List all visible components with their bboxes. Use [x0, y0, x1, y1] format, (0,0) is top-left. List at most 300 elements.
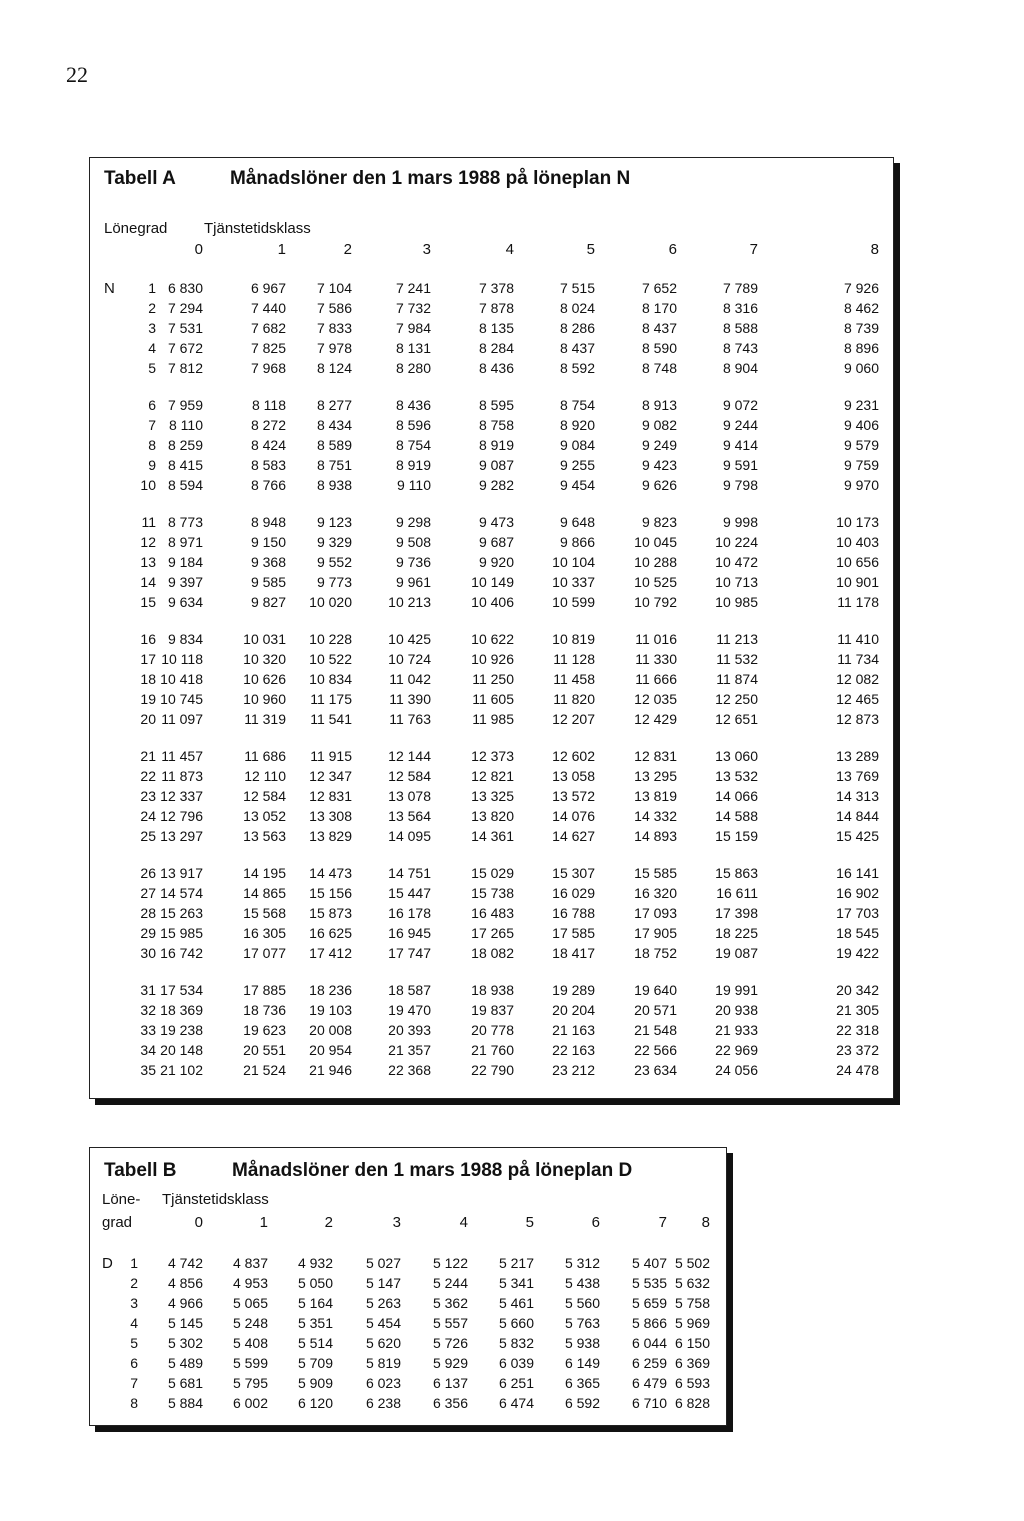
- table-a-grade: 25: [140, 828, 156, 844]
- table-a-cell: 17 265: [471, 925, 514, 941]
- table-a-cell: 20 954: [309, 1042, 352, 1058]
- table-a-grade: 8: [148, 437, 156, 453]
- table-a-cell: 10 020: [309, 594, 352, 610]
- table-b-cell: 5 599: [232, 1355, 268, 1371]
- table-a-cell: 10 901: [836, 574, 879, 590]
- table-a-cell: 15 029: [471, 865, 514, 881]
- table-a-cell: 13 572: [552, 788, 595, 804]
- table-b-grade: 2: [130, 1275, 138, 1291]
- table-b-cell: 5 969: [674, 1315, 710, 1331]
- table-a-cell: 10 320: [243, 651, 286, 667]
- table-a-cell: 16 483: [471, 905, 514, 921]
- table-a-cell: 7 586: [316, 300, 352, 316]
- table-a-cell: 22 318: [836, 1022, 879, 1038]
- table-b-cell: 4 932: [297, 1255, 333, 1271]
- table-a-cell: 10 819: [552, 631, 595, 647]
- table-a-cell: 7 672: [167, 340, 203, 356]
- table-a-grade: 14: [140, 574, 156, 590]
- table-a-cell: 13 058: [552, 768, 595, 784]
- table-a-cell: 7 878: [478, 300, 514, 316]
- table-a-grade: 12: [140, 534, 156, 550]
- table-a-col-2: 2: [343, 241, 352, 258]
- table-a-col-1: 1: [277, 241, 286, 258]
- table-a-cell: 8 583: [250, 457, 286, 473]
- table-a-cell: 9 920: [478, 554, 514, 570]
- table-a-cell: 10 926: [471, 651, 514, 667]
- table-a-cell: 16 141: [836, 865, 879, 881]
- table-b-cell: 5 535: [631, 1275, 667, 1291]
- table-b-cell: 6 710: [631, 1395, 667, 1411]
- table-a-cell: 7 531: [167, 320, 203, 336]
- table-a-grade: 21: [140, 748, 156, 764]
- table-a-cell: 20 148: [160, 1042, 203, 1058]
- table-a-title: Månadslöner den 1 mars 1988 på löneplan N: [230, 168, 631, 189]
- table-a-cell: 14 588: [715, 808, 758, 824]
- table-a-cell: 16 305: [243, 925, 286, 941]
- table-a-cell: 9 397: [167, 574, 203, 590]
- table-a-cell: 8 739: [843, 320, 879, 336]
- table-a-cell: 23 212: [552, 1062, 595, 1078]
- table-a-cell: 8 904: [722, 360, 758, 376]
- table-a-cell: 19 837: [471, 1002, 514, 1018]
- table-a-cell: 8 135: [478, 320, 514, 336]
- table-a-grade: 19: [140, 691, 156, 707]
- table-a-cell: 16 611: [716, 885, 758, 901]
- table-a-cell: 9 255: [559, 457, 595, 473]
- table-a-cell: 10 045: [634, 534, 677, 550]
- table-a-cell: 19 238: [160, 1022, 203, 1038]
- table-b-cell: 5 514: [297, 1335, 333, 1351]
- table-a-cell: 11 458: [553, 671, 595, 687]
- table-b-cell: 5 244: [432, 1275, 468, 1291]
- table-a-cell: 19 470: [388, 1002, 431, 1018]
- table-b-cell: 5 065: [232, 1295, 268, 1311]
- table-a-cell: 10 118: [161, 651, 203, 667]
- table-b-cell: 5 763: [564, 1315, 600, 1331]
- table-a-cell: 21 102: [160, 1062, 203, 1078]
- table-a-cell: 9 585: [250, 574, 286, 590]
- table-b-col-5: 5: [525, 1214, 534, 1231]
- table-a-cell: 13 325: [471, 788, 514, 804]
- table-a-cell: 13 819: [634, 788, 677, 804]
- table-a-cell: 9 827: [250, 594, 286, 610]
- table-a-cell: 12 821: [471, 768, 514, 784]
- table-a-cell: 20 204: [552, 1002, 595, 1018]
- table-b-cell: 6 149: [564, 1355, 600, 1371]
- table-a-cell: 8 896: [843, 340, 879, 356]
- table-a-cell: 15 985: [160, 925, 203, 941]
- table-b-cell: 5 050: [297, 1275, 333, 1291]
- table-b-cell: 6 593: [674, 1375, 710, 1391]
- table-a-cell: 11 763: [389, 711, 431, 727]
- table-a-cell: 8 124: [316, 360, 352, 376]
- table-b-cell: 5 145: [167, 1315, 203, 1331]
- table-a-cell: 16 902: [836, 885, 879, 901]
- table-b-row-header-line2: grad: [102, 1214, 133, 1231]
- table-a-cell: 9 759: [843, 457, 879, 473]
- table-a-cell: 11 734: [837, 651, 879, 667]
- table-a-grade: 23: [140, 788, 156, 804]
- table-a-grade: 16: [140, 631, 156, 647]
- table-a-cell: 20 571: [634, 1002, 677, 1018]
- table-a-cell: 10 960: [243, 691, 286, 707]
- table-a-cell: 7 825: [250, 340, 286, 356]
- table-a-cell: 21 305: [836, 1002, 879, 1018]
- table-a-cell: 10 525: [634, 574, 677, 590]
- table-a-cell: 13 078: [388, 788, 431, 804]
- table-a-prefix: N: [104, 280, 115, 297]
- table-b-cell: 6 828: [674, 1395, 710, 1411]
- table-a-cell: 20 008: [309, 1022, 352, 1038]
- table-a-grade: 2: [148, 300, 156, 316]
- table-a-cell: 20 393: [388, 1022, 431, 1038]
- table-a-cell: 11 128: [553, 651, 595, 667]
- table-a-cell: 22 790: [471, 1062, 514, 1078]
- table-a-cell: 19 422: [836, 945, 879, 961]
- table-a-cell: 10 288: [634, 554, 677, 570]
- table-b-cell: 6 150: [674, 1335, 710, 1351]
- table-a-cell: 7 378: [478, 280, 514, 296]
- table-a-cell: 16 625: [309, 925, 352, 941]
- table-a-cell: 8 773: [167, 514, 203, 530]
- table-a-grade: 28: [140, 905, 156, 921]
- table-a-cell: 13 532: [715, 768, 758, 784]
- table-a-cell: 9 687: [478, 534, 514, 550]
- table-a-cell: 13 289: [836, 748, 879, 764]
- table-a-col-5: 5: [586, 241, 595, 258]
- table-a-cell: 7 968: [250, 360, 286, 376]
- table-a-cell: 11 319: [244, 711, 286, 727]
- table-a-cell: 11 873: [161, 768, 203, 784]
- table-a-cell: 9 282: [478, 477, 514, 493]
- table-a-cell: 12 584: [388, 768, 431, 784]
- table-b-col-header: Tjänstetidsklass: [162, 1191, 269, 1208]
- table-b-cell: 4 856: [167, 1275, 203, 1291]
- table-a-cell: 9 423: [641, 457, 677, 473]
- table-a-cell: 21 933: [715, 1022, 758, 1038]
- table-a-grade: 7: [148, 417, 156, 433]
- table-a-cell: 8 316: [722, 300, 758, 316]
- table-b-cell: 5 681: [167, 1375, 203, 1391]
- table-a-cell: 10 337: [552, 574, 595, 590]
- table-a-cell: 12 337: [160, 788, 203, 804]
- table-a-cell: 9 634: [167, 594, 203, 610]
- table-a-cell: 11 820: [553, 691, 595, 707]
- table-a-cell: 13 295: [634, 768, 677, 784]
- table-a-cell: 18 369: [160, 1002, 203, 1018]
- table-a-cell: 14 313: [836, 788, 879, 804]
- table-a-cell: 11 042: [389, 671, 431, 687]
- table-a-grade: 9: [148, 457, 156, 473]
- table-a-cell: 16 945: [388, 925, 431, 941]
- table-a-cell: 9 823: [641, 514, 677, 530]
- table-a-cell: 9 798: [722, 477, 758, 493]
- table-a-cell: 22 368: [388, 1062, 431, 1078]
- table-b-cell: 5 660: [498, 1315, 534, 1331]
- table-b-col-0: 0: [194, 1214, 203, 1231]
- table-a-cell: 8 919: [478, 437, 514, 453]
- table-a-cell: 9 454: [559, 477, 595, 493]
- table-a-cell: 8 284: [478, 340, 514, 356]
- table-a-cell: 12 110: [244, 768, 286, 784]
- table-a-cell: 11 250: [472, 671, 514, 687]
- table-a-cell: 23 634: [634, 1062, 677, 1078]
- table-a-cell: 11 410: [837, 631, 879, 647]
- table-a-grade: 17: [140, 651, 156, 667]
- table-b-cell: 4 953: [232, 1275, 268, 1291]
- table-b-cell: 4 966: [167, 1295, 203, 1311]
- table-a-col-7: 7: [749, 241, 758, 258]
- table-b-cell: 6 120: [297, 1395, 333, 1411]
- table-a-cell: 10 522: [309, 651, 352, 667]
- table-b-cell: 5 560: [564, 1295, 600, 1311]
- table-a-cell: 8 758: [478, 417, 514, 433]
- table-a-cell: 14 066: [715, 788, 758, 804]
- table-a-cell: 9 087: [478, 457, 514, 473]
- table-a-cell: 9 473: [478, 514, 514, 530]
- table-a-grade: 30: [140, 945, 156, 961]
- table-a-cell: 9 414: [722, 437, 758, 453]
- table-b-row-header-line1: Löne-: [102, 1191, 141, 1208]
- table-a-cell: 7 294: [167, 300, 203, 316]
- table-a-cell: 8 595: [478, 397, 514, 413]
- table-b-title-row: [104, 1160, 632, 1182]
- table-a-cell: 15 447: [388, 885, 431, 901]
- table-b-cell: 5 302: [167, 1335, 203, 1351]
- table-b-col-2: 2: [324, 1214, 333, 1231]
- table-a-cell: 14 095: [388, 828, 431, 844]
- table-a-cell: 17 585: [552, 925, 595, 941]
- table-b-cell: 6 023: [365, 1375, 401, 1391]
- table-a-cell: 8 462: [843, 300, 879, 316]
- table-a-cell: 12 250: [715, 691, 758, 707]
- table-a-cell: 12 429: [634, 711, 677, 727]
- table-a-cell: 8 118: [252, 397, 286, 413]
- table-a-cell: 9 298: [395, 514, 431, 530]
- table-a-cell: 15 263: [160, 905, 203, 921]
- table-a-cell: 9 508: [395, 534, 431, 550]
- table-b-cell: 6 592: [564, 1395, 600, 1411]
- table-a-cell: 8 170: [641, 300, 677, 316]
- table-a-grade: 4: [148, 340, 156, 356]
- table-a-cell: 9 082: [641, 417, 677, 433]
- table-a-cell: 11 097: [161, 711, 203, 727]
- table-a-cell: 8 913: [641, 397, 677, 413]
- table-b-cell: 5 454: [365, 1315, 401, 1331]
- table-a-cell: 8 434: [316, 417, 352, 433]
- table-a-cell: 10 599: [552, 594, 595, 610]
- table-a-cell: 17 885: [243, 982, 286, 998]
- table-b-prefix: D: [102, 1255, 113, 1272]
- table-a-cell: 21 524: [243, 1062, 286, 1078]
- table-b-cell: 5 884: [167, 1395, 203, 1411]
- table-b-cell: 5 438: [564, 1275, 600, 1291]
- table-a-cell: 7 652: [641, 280, 677, 296]
- table-b-cell: 5 408: [232, 1335, 268, 1351]
- table-a-cell: 11 330: [635, 651, 677, 667]
- table-a-cell: 19 640: [634, 982, 677, 998]
- table-a-row-header: Lönegrad: [104, 220, 168, 237]
- table-b-col-3: 3: [392, 1214, 401, 1231]
- table-a-cell: 13 052: [243, 808, 286, 824]
- table-b-cell: 5 758: [674, 1295, 710, 1311]
- table-a-cell: 10 173: [836, 514, 879, 530]
- table-a-cell: 8 588: [722, 320, 758, 336]
- table-a-cell: 23 372: [836, 1042, 879, 1058]
- table-a-cell: 9 773: [316, 574, 352, 590]
- table-a-cell: 16 742: [160, 945, 203, 961]
- table-a-cell: 9 591: [722, 457, 758, 473]
- table-a-cell: 12 651: [715, 711, 758, 727]
- table-a-cell: 8 589: [316, 437, 352, 453]
- table-b-col-4: 4: [459, 1214, 468, 1231]
- table-b-cell: 6 039: [498, 1355, 534, 1371]
- table-b-grade: 3: [130, 1295, 138, 1311]
- table-a-cell: 10 149: [471, 574, 514, 590]
- table-a-cell: 9 834: [167, 631, 203, 647]
- table-a-cell: 12 831: [634, 748, 677, 764]
- table-a-cell: 9 998: [722, 514, 758, 530]
- table-a-cell: 8 131: [395, 340, 431, 356]
- table-b-cell: 5 819: [365, 1355, 401, 1371]
- table-a-cell: 19 103: [309, 1002, 352, 1018]
- table-a-cell: 15 425: [836, 828, 879, 844]
- table-a-cell: 8 920: [559, 417, 595, 433]
- table-b-cell: 6 044: [631, 1335, 667, 1351]
- table-a-grade: 10: [140, 477, 156, 493]
- table-a-cell: 9 060: [843, 360, 879, 376]
- table-a-cell: 9 249: [641, 437, 677, 453]
- table-a-label: Tabell A: [104, 168, 176, 189]
- table-a-cell: 16 320: [634, 885, 677, 901]
- table-a-cell: 9 231: [843, 397, 879, 413]
- table-b-col-6: 6: [591, 1214, 600, 1231]
- table-a-cell: 12 207: [552, 711, 595, 727]
- table-a-cell: 17 905: [634, 925, 677, 941]
- table-a-grade: 29: [140, 925, 156, 941]
- table-a-cell: 6 967: [250, 280, 286, 296]
- table-a-col-6: 6: [668, 241, 677, 258]
- table-a-grade: 20: [140, 711, 156, 727]
- table-a-cell: 11 686: [244, 748, 286, 764]
- table-a-grade: 5: [148, 360, 156, 376]
- table-a-cell: 15 156: [309, 885, 352, 901]
- table-a-cell: 13 917: [160, 865, 203, 881]
- table-a-cell: 11 541: [310, 711, 352, 727]
- table-a-cell: 10 031: [243, 631, 286, 647]
- table-a-cell: 15 873: [309, 905, 352, 921]
- table-a-cell: 11 532: [716, 651, 758, 667]
- table-a-cell: 16 178: [388, 905, 431, 921]
- table-a-cell: 8 754: [559, 397, 595, 413]
- table-b-grade: 8: [130, 1395, 138, 1411]
- table-a-cell: 12 082: [836, 671, 879, 687]
- table-a-cell: 11 985: [472, 711, 514, 727]
- table-a-cell: 10 985: [715, 594, 758, 610]
- table-a-cell: 9 368: [250, 554, 286, 570]
- table-a-cell: 15 568: [243, 905, 286, 921]
- table-a-cell: 8 596: [395, 417, 431, 433]
- table-a-cell: 18 545: [836, 925, 879, 941]
- table-a-cell: 8 277: [316, 397, 352, 413]
- table-a-cell: 8 590: [641, 340, 677, 356]
- table-a-cell: 22 163: [552, 1042, 595, 1058]
- table-a-cell: 24 056: [715, 1062, 758, 1078]
- table-a-cell: 8 754: [395, 437, 431, 453]
- table-b-cell: 6 474: [498, 1395, 534, 1411]
- table-a-cell: 11 178: [837, 594, 879, 610]
- table-a-cell: 9 626: [641, 477, 677, 493]
- table-a-cell: 18 587: [388, 982, 431, 998]
- table-a-cell: 8 259: [167, 437, 203, 453]
- table-a-cell: 8 437: [641, 320, 677, 336]
- table-a-cell: 8 948: [250, 514, 286, 530]
- table-a-cell: 10 834: [309, 671, 352, 687]
- table-b-cell: 5 659: [631, 1295, 667, 1311]
- table-a-cell: 15 159: [715, 828, 758, 844]
- table-a-cell: 9 579: [843, 437, 879, 453]
- table-a-cell: 8 971: [167, 534, 203, 550]
- table-b-cell: 5 938: [564, 1335, 600, 1351]
- table-a-col-4: 4: [505, 241, 514, 258]
- table-a-cell: 12 347: [309, 768, 352, 784]
- table-a-cell: 9 184: [167, 554, 203, 570]
- table-a-cell: 7 515: [559, 280, 595, 296]
- table-b-cell: 6 002: [232, 1395, 268, 1411]
- table-a-cell: 7 104: [316, 280, 352, 296]
- table-a-grade: 24: [140, 808, 156, 824]
- table-a-cell: 10 406: [471, 594, 514, 610]
- table-a-grade: 33: [140, 1022, 156, 1038]
- table-a-cell: 14 195: [243, 865, 286, 881]
- table-a-grade: 1: [148, 280, 156, 296]
- table-a-cell: 15 307: [552, 865, 595, 881]
- table-a-cell: 10 622: [471, 631, 514, 647]
- table-a-cell: 21 548: [634, 1022, 677, 1038]
- table-a-cell: 6 830: [167, 280, 203, 296]
- table-a-cell: 8 272: [250, 417, 286, 433]
- table-a-grade: 34: [140, 1042, 156, 1058]
- table-a-cell: 17 412: [309, 945, 352, 961]
- table-a-cell: 19 991: [715, 982, 758, 998]
- table-a-cell: 18 082: [471, 945, 514, 961]
- table-a-grade: 27: [140, 885, 156, 901]
- table-a-cell: 13 829: [309, 828, 352, 844]
- table-b-cell: 5 929: [432, 1355, 468, 1371]
- table-b-grade: 4: [130, 1315, 138, 1331]
- table-a-cell: 21 357: [388, 1042, 431, 1058]
- table-b-panel: [89, 1147, 727, 1426]
- table-a-cell: 22 969: [715, 1042, 758, 1058]
- table-a-cell: 16 788: [552, 905, 595, 921]
- table-a-cell: 9 866: [559, 534, 595, 550]
- table-b-cell: 4 837: [232, 1255, 268, 1271]
- table-a-cell: 11 605: [472, 691, 514, 707]
- table-a-cell: 9 150: [250, 534, 286, 550]
- table-a-cell: 10 228: [309, 631, 352, 647]
- table-a-cell: 19 289: [552, 982, 595, 998]
- table-b-cell: 5 909: [297, 1375, 333, 1391]
- table-a-grade: 18: [140, 671, 156, 687]
- table-a-col-8: 8: [870, 241, 879, 258]
- table-a-grade: 11: [141, 514, 156, 530]
- table-b-cell: 5 351: [297, 1315, 333, 1331]
- table-b-cell: 6 251: [498, 1375, 534, 1391]
- table-a-cell: 14 627: [552, 828, 595, 844]
- table-a-cell: 10 425: [388, 631, 431, 647]
- table-a-cell: 14 473: [309, 865, 352, 881]
- table-a-cell: 7 833: [316, 320, 352, 336]
